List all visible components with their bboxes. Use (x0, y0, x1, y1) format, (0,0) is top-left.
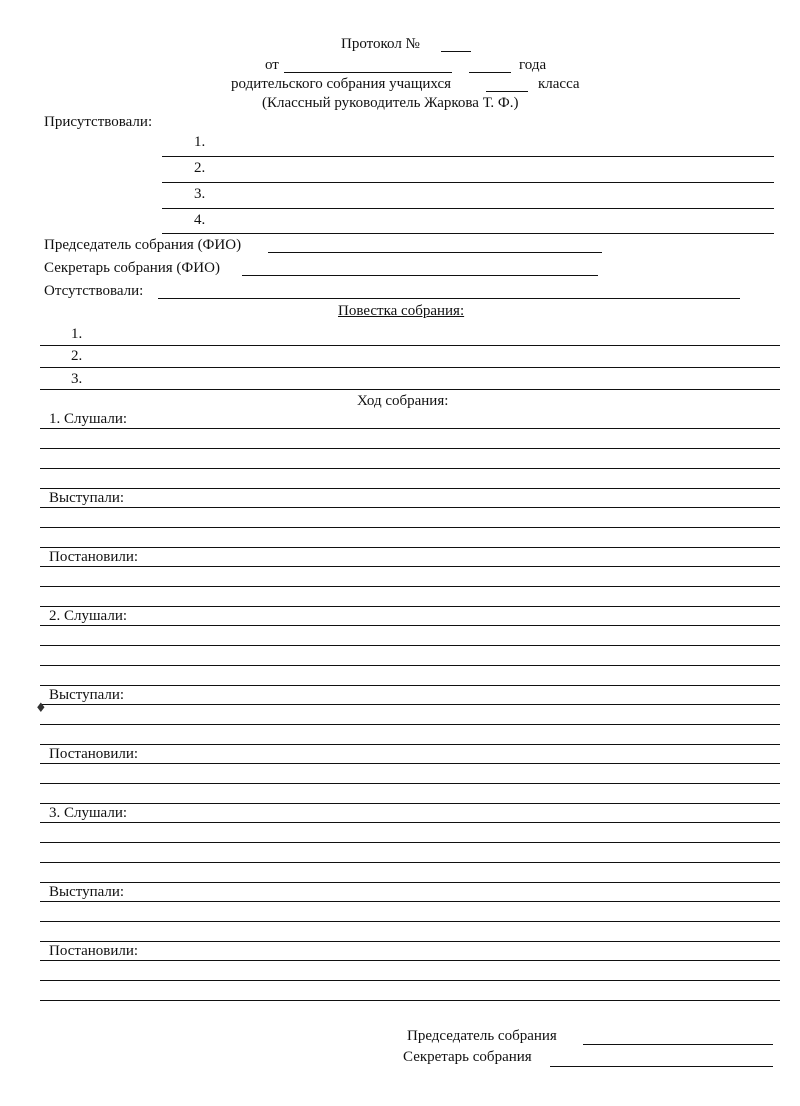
present-item-1: 1. (194, 134, 206, 150)
chair-fio-label: Председатель собрания (ФИО) (44, 237, 242, 253)
present-line-2[interactable] (162, 182, 774, 183)
section-2-heard-line-4[interactable] (40, 685, 780, 686)
section-2-spoke-line-3[interactable] (40, 744, 780, 745)
section-3-spoke-label: Выступали: (49, 884, 125, 900)
section-1-heard-line-4[interactable] (40, 488, 780, 489)
section-2-heard-label: 2. Слушали: (49, 608, 128, 624)
present-item-3: 3. (194, 186, 206, 202)
section-1-spoke-line-1[interactable] (40, 507, 780, 508)
class-field[interactable] (486, 91, 528, 92)
teacher-line: (Классный руководитель Жаркова Т. Ф.) (262, 95, 519, 111)
section-3-resolved-line-1[interactable] (40, 960, 780, 961)
section-2-spoke-line-1[interactable] (40, 704, 780, 705)
present-label: Присутствовали: (44, 114, 153, 130)
year-label: года (519, 57, 547, 73)
section-2-heard-line-2[interactable] (40, 645, 780, 646)
agenda-line-2[interactable] (40, 367, 780, 368)
section-1-resolved-line-1[interactable] (40, 566, 780, 567)
agenda-line-3[interactable] (40, 389, 780, 390)
date-from-label: от (265, 57, 279, 73)
section-1-heard-line-2[interactable] (40, 448, 780, 449)
section-3-resolved-line-2[interactable] (40, 980, 780, 981)
section-2-resolved-line-1[interactable] (40, 763, 780, 764)
section-2-heard-line-3[interactable] (40, 665, 780, 666)
chair-fio-field[interactable] (268, 252, 602, 253)
section-3-resolved-line-3[interactable] (40, 1000, 780, 1001)
section-2-resolved-line-3[interactable] (40, 803, 780, 804)
section-3-spoke-line-2[interactable] (40, 921, 780, 922)
agenda-item-1: 1. (71, 326, 83, 342)
secretary-fio-field[interactable] (242, 275, 598, 276)
protocol-number-field[interactable] (441, 51, 471, 52)
absent-field[interactable] (158, 298, 740, 299)
agenda-line-1[interactable] (40, 345, 780, 346)
secretary-fio-label: Секретарь собрания (ФИО) (44, 260, 220, 276)
section-3-heard-line-1[interactable] (40, 822, 780, 823)
ink-blot-mark: ♦ (35, 701, 47, 716)
section-1-spoke-line-2[interactable] (40, 527, 780, 528)
signature-secretary-field[interactable] (550, 1066, 773, 1067)
section-3-heard-line-2[interactable] (40, 842, 780, 843)
protocol-number-label: Протокол № (341, 36, 420, 52)
signature-chair-field[interactable] (583, 1044, 773, 1045)
section-3-spoke-line-3[interactable] (40, 941, 780, 942)
date-field[interactable] (284, 72, 452, 73)
absent-label: Отсутствовали: (44, 283, 144, 299)
section-1-heard-label: 1. Слушали: (49, 411, 128, 427)
section-1-heard-line-3[interactable] (40, 468, 780, 469)
present-line-3[interactable] (162, 208, 774, 209)
section-2-spoke-line-2[interactable] (40, 724, 780, 725)
signature-secretary-label: Секретарь собрания (403, 1049, 532, 1065)
section-3-heard-label: 3. Слушали: (49, 805, 128, 821)
section-1-spoke-label: Выступали: (49, 490, 125, 506)
section-1-heard-line-1[interactable] (40, 428, 780, 429)
present-line-1[interactable] (162, 156, 774, 157)
present-item-4: 4. (194, 212, 206, 228)
section-2-spoke-label: Выступали: (49, 687, 125, 703)
section-2-resolved-label: Постановили: (49, 746, 139, 762)
section-2-resolved-line-2[interactable] (40, 783, 780, 784)
section-2-heard-line-1[interactable] (40, 625, 780, 626)
year-field[interactable] (469, 72, 511, 73)
section-3-resolved-label: Постановили: (49, 943, 139, 959)
present-line-4[interactable] (162, 233, 774, 234)
signature-chair-label: Председатель собрания (407, 1028, 557, 1044)
section-1-resolved-line-3[interactable] (40, 606, 780, 607)
section-1-resolved-line-2[interactable] (40, 586, 780, 587)
agenda-title: Повестка собрания: (338, 303, 465, 319)
section-1-resolved-label: Постановили: (49, 549, 139, 565)
agenda-item-2: 2. (71, 348, 83, 364)
present-item-2: 2. (194, 160, 206, 176)
proceedings-title: Ход собрания: (357, 393, 449, 409)
section-3-heard-line-3[interactable] (40, 862, 780, 863)
meeting-label: родительского собрания учащихся (231, 76, 452, 92)
section-3-heard-line-4[interactable] (40, 882, 780, 883)
class-label: класса (538, 76, 580, 92)
section-1-spoke-line-3[interactable] (40, 547, 780, 548)
section-3-spoke-line-1[interactable] (40, 901, 780, 902)
agenda-item-3: 3. (71, 371, 83, 387)
